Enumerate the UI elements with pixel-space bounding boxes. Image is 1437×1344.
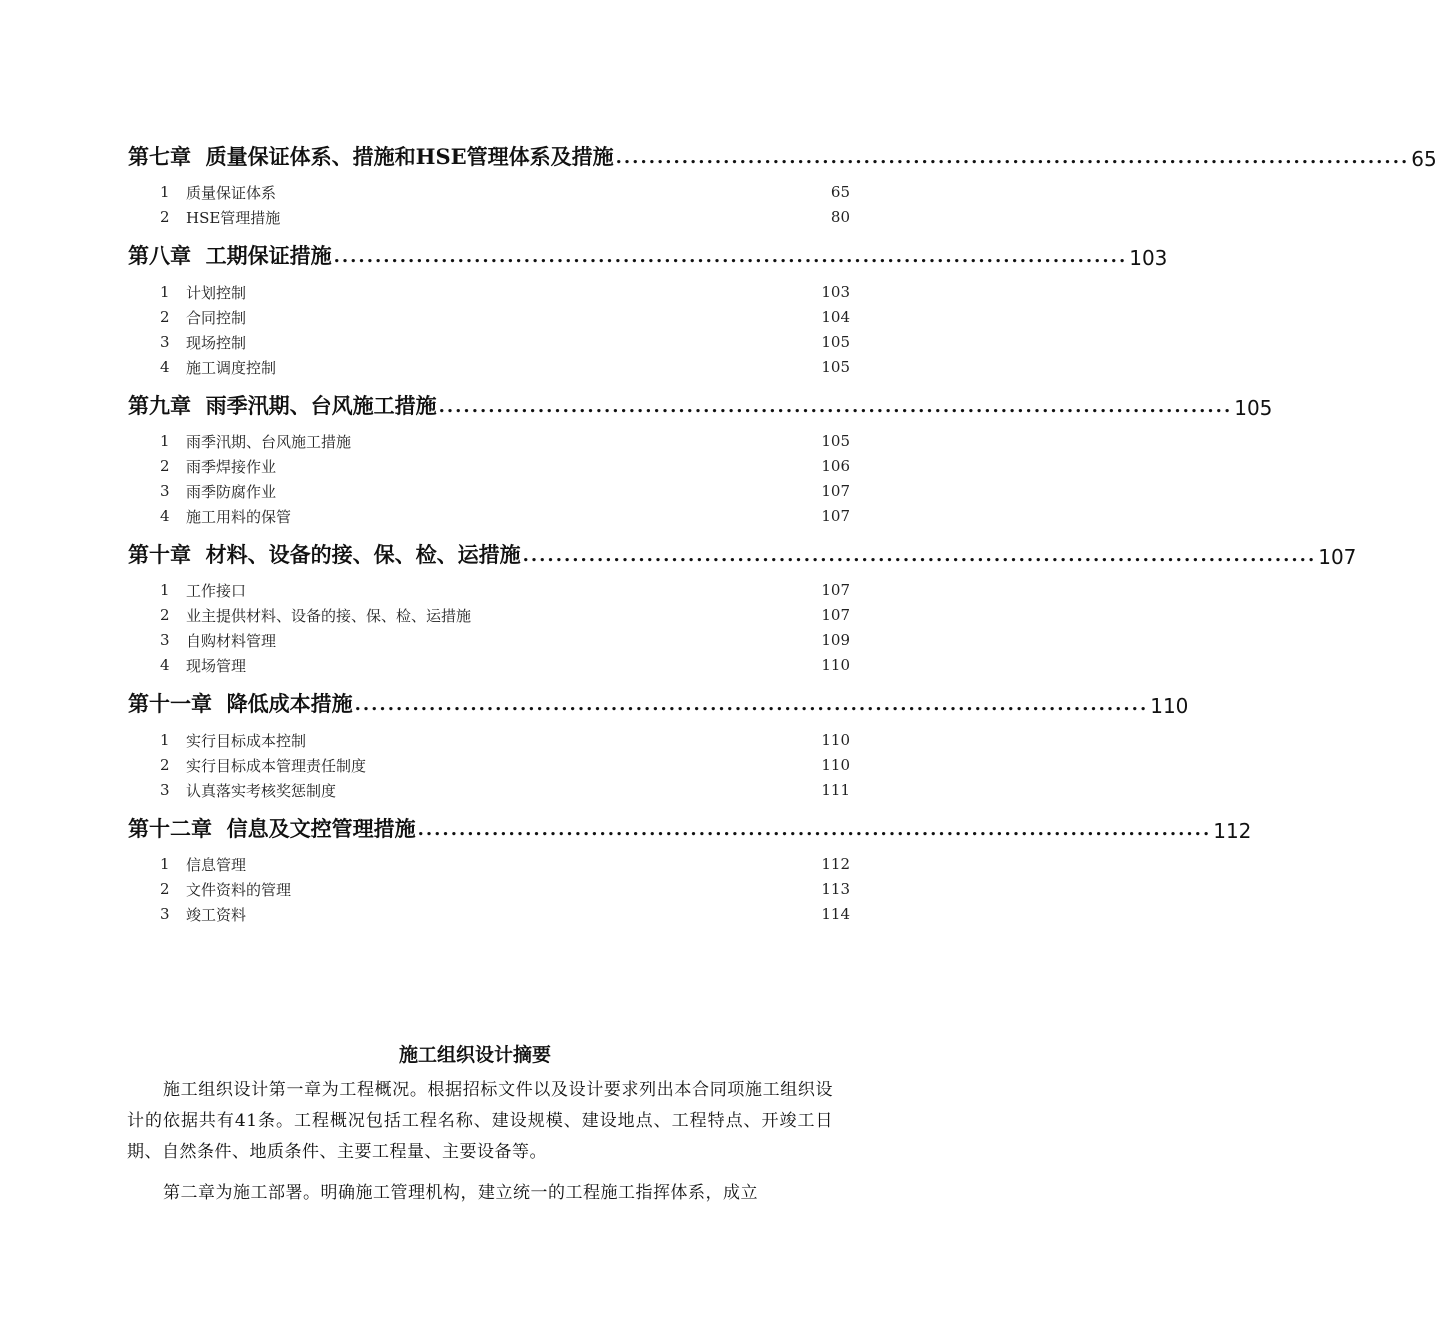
section-page: 111 (821, 781, 850, 799)
chapter-title: 第十一章 降低成本措施 (128, 691, 353, 716)
toc-section[interactable] (160, 455, 850, 477)
section-number: 3 (160, 333, 170, 351)
section-page: 109 (821, 631, 850, 649)
section-page: 80 (830, 208, 850, 226)
toc-section[interactable] (160, 754, 850, 776)
chapter-page: 105 (1234, 396, 1273, 420)
toc-section[interactable] (160, 853, 850, 875)
chapter-title: 第七章 质量保证体系、措施和HSE管理体系及措施 (128, 144, 614, 169)
toc-section[interactable] (160, 430, 850, 452)
section-label: 工作接口 (186, 581, 247, 600)
chapter-page: 65 (1411, 147, 1437, 171)
toc-section[interactable] (160, 505, 850, 527)
section-label: 业主提供材料、设备的接、保、检、运措施 (186, 606, 472, 625)
section-number: 1 (160, 183, 170, 201)
section-number: 3 (160, 905, 170, 923)
section-label: 雨季防腐作业 (186, 482, 277, 501)
section-page: 110 (821, 731, 850, 749)
section-label: 文件资料的管理 (186, 880, 292, 899)
toc-chapter[interactable] (128, 539, 1357, 569)
toc-section[interactable] (160, 579, 850, 601)
section-number: 4 (160, 507, 170, 525)
chapter-title: 第九章 雨季汛期、台风施工措施 (128, 393, 437, 418)
summary-paragraph: 施工组织设计第一章为工程概况。根据招标文件以及设计要求列出本合同项施工组织设计的依据共有41条。工程概况包括工程名称、建设规模、建设地点、工程特点、开竣工日期、自然条件、地质条件、主要工程量、主要设备等。 (127, 1080, 833, 1162)
section-label: 雨季汛期、台风施工措施 (186, 432, 352, 451)
section-number: 3 (160, 631, 170, 649)
section-number: 1 (160, 432, 170, 450)
section-page: 110 (821, 756, 850, 774)
section-page: 114 (821, 905, 850, 923)
section-label: 质量保证体系 (186, 183, 277, 202)
toc-section[interactable] (160, 654, 850, 676)
section-number: 1 (160, 731, 170, 749)
chapter-page: 112 (1213, 819, 1252, 843)
section-label: 自购材料管理 (186, 631, 277, 650)
section-number: 4 (160, 358, 170, 376)
section-page: 113 (821, 880, 850, 898)
section-number: 3 (160, 781, 170, 799)
section-label: 现场控制 (186, 333, 247, 352)
toc-section[interactable] (160, 356, 850, 378)
chapter-page: 110 (1150, 694, 1189, 718)
section-page: 106 (821, 457, 850, 475)
chapter-title: 第十二章 信息及文控管理措施 (128, 816, 416, 841)
section-page: 105 (821, 333, 850, 351)
section-label: 实行目标成本控制 (186, 731, 307, 750)
leader-dots: ................................................................................................ (522, 545, 1317, 566)
section-page: 105 (821, 432, 850, 450)
toc-section[interactable] (160, 604, 850, 626)
section-page: 103 (821, 283, 850, 301)
toc-section[interactable] (160, 181, 850, 203)
section-page: 105 (821, 358, 850, 376)
section-label: 施工用料的保管 (186, 507, 292, 526)
toc-section[interactable] (160, 903, 850, 925)
section-page: 107 (821, 482, 850, 500)
toc-section[interactable] (160, 281, 850, 303)
chapter-page: 107 (1318, 545, 1357, 569)
toc-section[interactable] (160, 331, 850, 353)
summary-paragraph: 第二章为施工部署。明确施工管理机构，建立统一的工程施工指挥体系，成立 (163, 1183, 758, 1203)
toc-section[interactable] (160, 206, 850, 228)
section-number: 1 (160, 581, 170, 599)
chapter-title: 第八章 工期保证措施 (128, 243, 332, 268)
leader-dots: ................................................................................................ (438, 396, 1233, 417)
section-number: 1 (160, 855, 170, 873)
section-number: 3 (160, 482, 170, 500)
section-label: 认真落实考核奖惩制度 (186, 781, 337, 800)
section-label: 实行目标成本管理责任制度 (186, 756, 367, 775)
summary-title: 施工组织设计摘要 (398, 1044, 551, 1066)
toc-section[interactable] (160, 629, 850, 651)
chapter-page: 103 (1129, 246, 1168, 270)
section-number: 2 (160, 880, 170, 898)
section-label: 计划控制 (186, 283, 247, 302)
leader-dots: ................................................................................................ (417, 819, 1212, 840)
section-number: 2 (160, 756, 170, 774)
chapter-title: 第十章 材料、设备的接、保、检、运措施 (128, 542, 521, 567)
section-number: 2 (160, 308, 170, 326)
section-page: 107 (821, 606, 850, 624)
section-page: 65 (830, 183, 850, 201)
toc-chapter[interactable] (128, 141, 1437, 171)
section-label: 雨季焊接作业 (186, 457, 277, 476)
toc-chapter[interactable] (128, 813, 1252, 843)
section-label: 合同控制 (186, 308, 247, 327)
toc-section[interactable] (160, 878, 850, 900)
section-label: 现场管理 (186, 656, 247, 675)
section-number: 2 (160, 457, 170, 475)
section-page: 110 (821, 656, 850, 674)
leader-dots: ................................................................................................ (615, 147, 1410, 168)
section-page: 107 (821, 581, 850, 599)
section-page: 104 (821, 308, 850, 326)
toc-section[interactable] (160, 480, 850, 502)
section-number: 2 (160, 208, 170, 226)
toc-chapter[interactable] (128, 390, 1273, 420)
section-label: 信息管理 (186, 855, 247, 874)
section-label: HSE管理措施 (186, 208, 281, 227)
leader-dots: ................................................................................................ (354, 694, 1149, 715)
leader-dots: ................................................................................................ (333, 246, 1128, 267)
toc-chapter[interactable] (128, 240, 1168, 270)
section-page: 112 (821, 855, 850, 873)
section-number: 2 (160, 606, 170, 624)
section-number: 4 (160, 656, 170, 674)
toc-section[interactable] (160, 729, 850, 751)
section-label: 施工调度控制 (186, 358, 277, 377)
section-page: 107 (821, 507, 850, 525)
toc-section[interactable] (160, 306, 850, 328)
toc-section[interactable] (160, 779, 850, 801)
section-label: 竣工资料 (186, 905, 247, 924)
section-number: 1 (160, 283, 170, 301)
toc-chapter[interactable] (128, 688, 1189, 718)
